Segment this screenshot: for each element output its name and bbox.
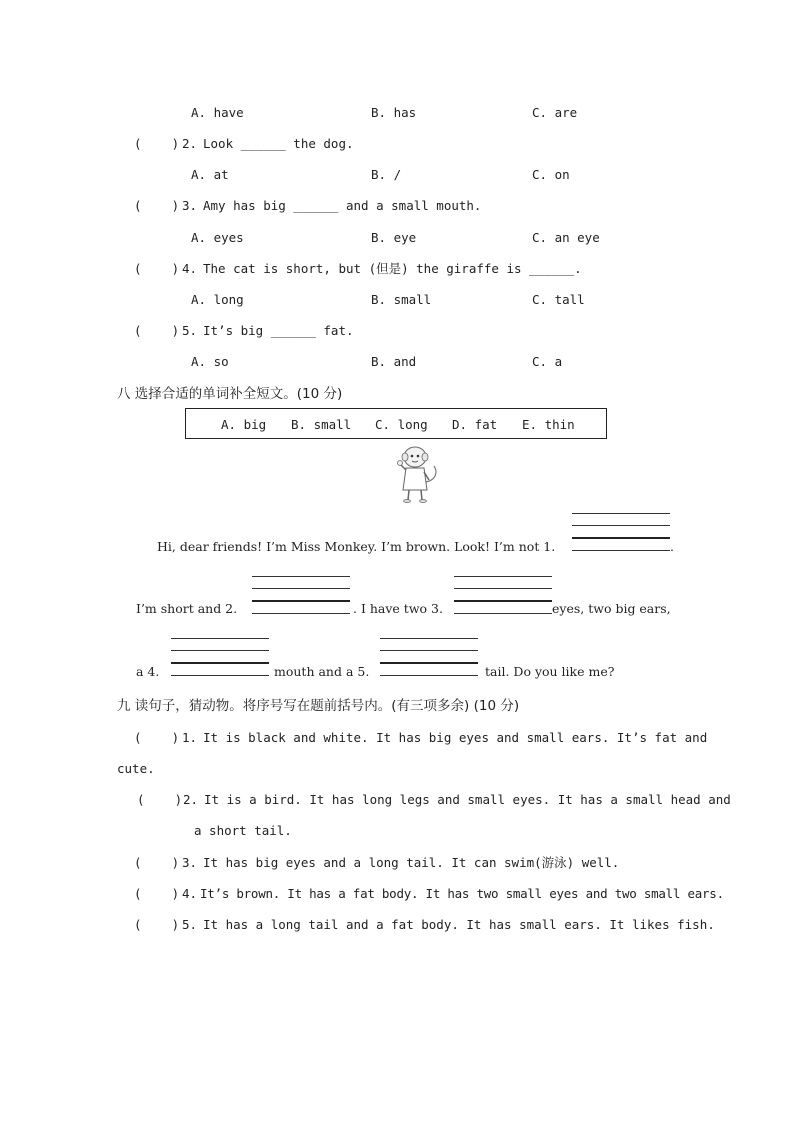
q3-option-b: B. eye bbox=[371, 230, 417, 245]
word-bank-item: E. thin bbox=[522, 417, 575, 432]
answer-bracket[interactable]: ( ) bbox=[134, 198, 180, 213]
q1-option-a: A. have bbox=[191, 105, 244, 120]
question-number: 2. bbox=[183, 792, 199, 807]
question-number: 2. bbox=[182, 136, 198, 151]
word-bank-item: D. fat bbox=[452, 417, 498, 432]
q3-option-c: C. an eye bbox=[532, 230, 600, 245]
word-bank-box bbox=[185, 408, 607, 439]
question-number: 3. bbox=[182, 198, 198, 213]
answer-bracket[interactable]: ( ) bbox=[134, 917, 180, 932]
riddle-text-continued: a short tail. bbox=[194, 823, 292, 838]
q4-option-b: B. small bbox=[371, 292, 432, 307]
q5-option-a: A. so bbox=[191, 354, 229, 369]
q5-option-b: B. and bbox=[371, 354, 417, 369]
answer-bracket[interactable]: ( ) bbox=[134, 886, 180, 901]
q2-option-c: C. on bbox=[532, 167, 570, 182]
question-number: 4. bbox=[182, 261, 198, 276]
word-bank-item: C. long bbox=[375, 417, 428, 432]
answer-bracket[interactable]: ( ) bbox=[134, 261, 180, 276]
question-text: It’s big ______ fat. bbox=[203, 323, 354, 338]
q2-option-a: A. at bbox=[191, 167, 229, 182]
monkey-illustration bbox=[392, 444, 442, 504]
q5-option-c: C. a bbox=[532, 354, 563, 369]
q4-option-a: A. long bbox=[191, 292, 244, 307]
passage-line-2-part-c: eyes, two big ears, bbox=[552, 601, 671, 616]
answer-bracket[interactable]: ( ) bbox=[134, 730, 180, 745]
section-9-heading: 九 读句子，猜动物。将序号写在题前括号内。(有三项多余) (10 分) bbox=[117, 698, 520, 714]
riddle-text: It’s brown. It has a fat body. It has two small eyes and two small ears. bbox=[200, 886, 724, 901]
answer-bracket[interactable]: ( ) bbox=[137, 792, 183, 807]
section-8-heading: 八 选择合适的单词补全短文。(10 分) bbox=[117, 386, 343, 402]
question-text: Amy has big ______ and a small mouth. bbox=[203, 198, 482, 213]
word-bank-item: A. big bbox=[221, 417, 267, 432]
riddle-text: It has big eyes and a long tail. It can swim(游泳) well. bbox=[203, 855, 620, 870]
answer-bracket[interactable]: ( ) bbox=[134, 855, 180, 870]
word-bank-item: B. small bbox=[291, 417, 352, 432]
q3-option-a: A. eyes bbox=[191, 230, 244, 245]
passage-line-1: Hi, dear friends! I’m Miss Monkey. I’m brown. Look! I’m not 1. bbox=[157, 539, 556, 554]
passage-line-2-part-b: . I have two 3. bbox=[353, 601, 443, 616]
q1-option-c: C. are bbox=[532, 105, 578, 120]
q4-option-c: C. tall bbox=[532, 292, 585, 307]
riddle-text: It is a bird. It has long legs and small eyes. It has a small head and bbox=[204, 792, 731, 807]
q1-option-b: B. has bbox=[371, 105, 417, 120]
question-number: 4. bbox=[182, 886, 198, 901]
question-number: 3. bbox=[182, 855, 198, 870]
question-text: The cat is short, but (但是) the giraffe is ______. bbox=[203, 261, 582, 276]
passage-line-1-end: . bbox=[670, 539, 674, 554]
answer-bracket[interactable]: ( ) bbox=[134, 323, 180, 338]
answer-bracket[interactable]: ( ) bbox=[134, 136, 180, 151]
question-number: 5. bbox=[182, 917, 198, 932]
passage-line-3-part-c: tail. Do you like me? bbox=[485, 664, 615, 679]
passage-line-2-part-a: I’m short and 2. bbox=[136, 601, 238, 616]
passage-line-3-part-a: a 4. bbox=[136, 664, 160, 679]
q2-option-b: B. / bbox=[371, 167, 402, 182]
question-text: Look ______ the dog. bbox=[203, 136, 354, 151]
question-number: 5. bbox=[182, 323, 198, 338]
riddle-text: It is black and white. It has big eyes and small ears. It’s fat and bbox=[203, 730, 708, 745]
riddle-text-continued: cute. bbox=[117, 761, 155, 776]
question-number: 1. bbox=[182, 730, 198, 745]
riddle-text: It has a long tail and a fat body. It has small ears. It likes fish. bbox=[203, 917, 715, 932]
passage-line-3-part-b: mouth and a 5. bbox=[274, 664, 370, 679]
